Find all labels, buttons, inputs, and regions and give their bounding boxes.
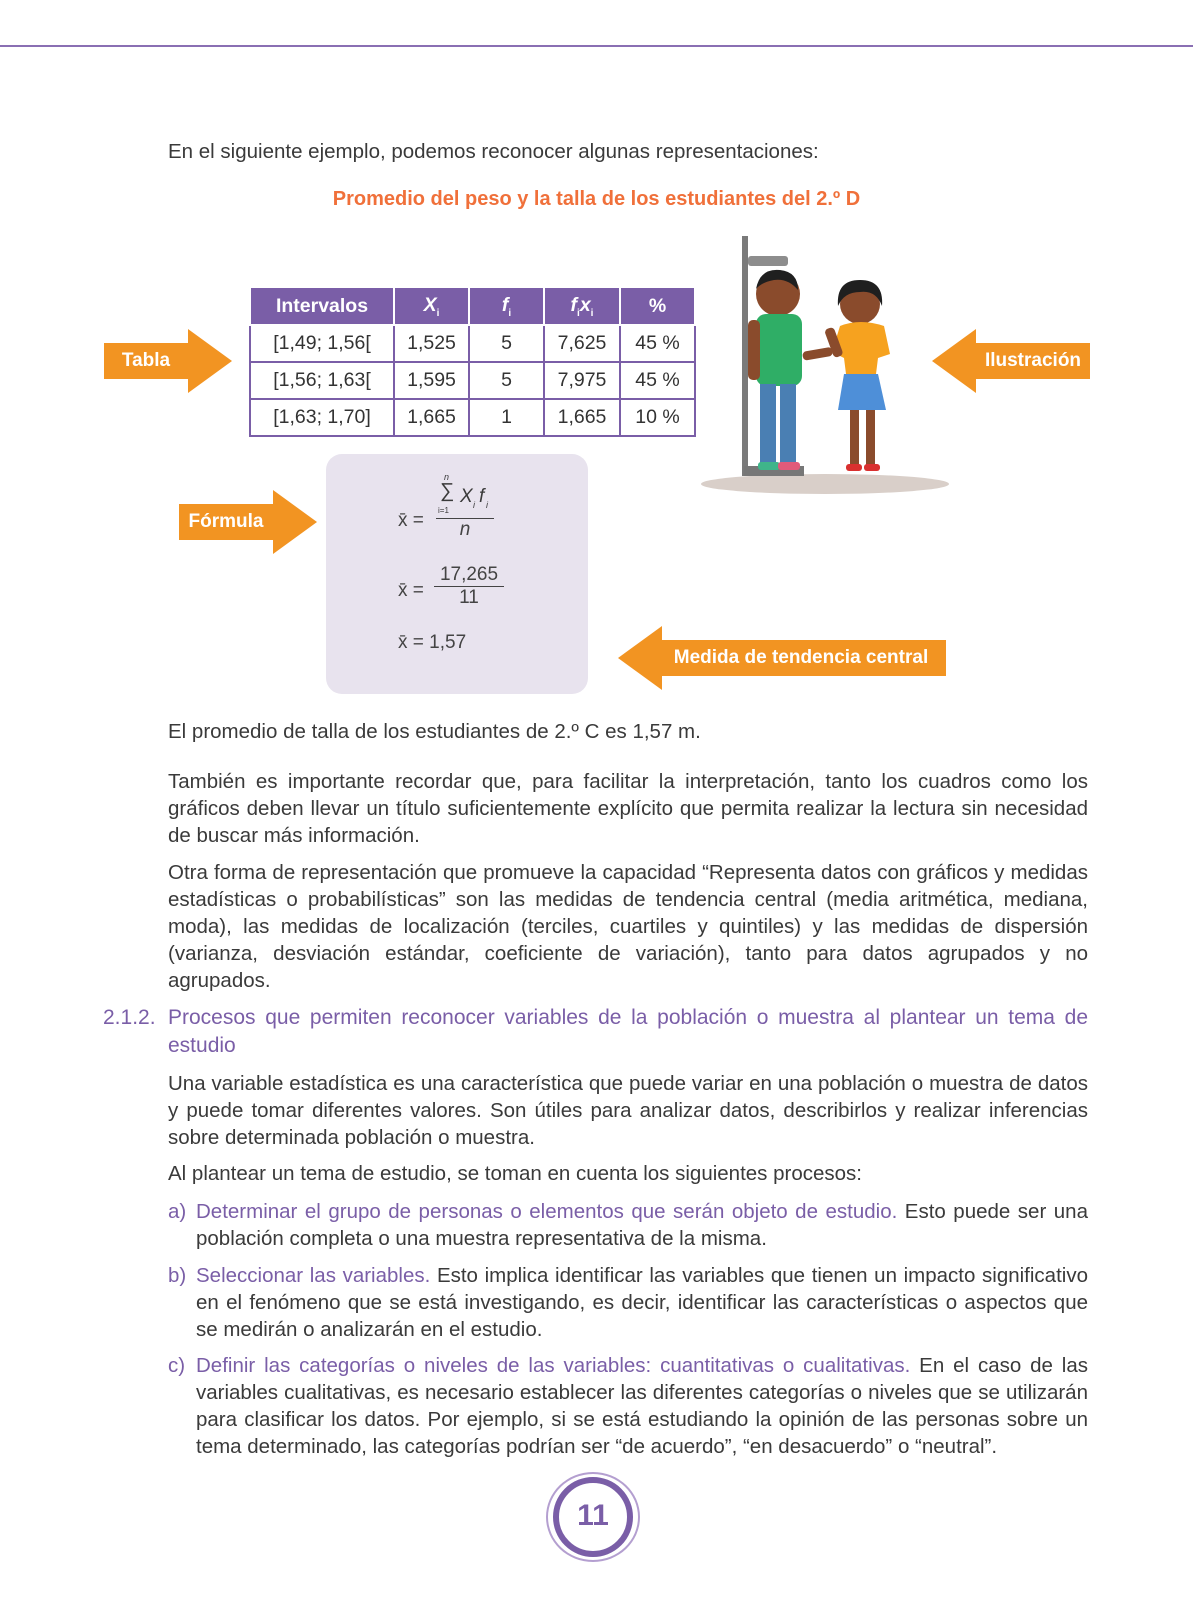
frequency-table xyxy=(249,286,696,437)
list-item-label: c) xyxy=(168,1354,186,1377)
header-percent: % xyxy=(620,287,695,325)
figure-title: Promedio del peso y la talla de los estudiantes del 2.º D xyxy=(332,188,861,210)
ilustracion-arrow xyxy=(932,329,1090,393)
header-xi: $X_i$ xyxy=(394,287,469,325)
mean-formula-fraction: n ∑ i=1 X i f i n xyxy=(436,480,494,541)
page-number: 11 xyxy=(553,1477,633,1557)
table-cell: 45 % xyxy=(620,362,695,399)
medida-label: Medida de tendencia central xyxy=(656,640,946,676)
table-cell: 1,525 xyxy=(394,325,469,362)
students-illustration xyxy=(700,234,955,499)
ilustracion-label: Ilustración xyxy=(976,343,1090,379)
numeric-fraction: $\frac{17,265}{11}$ xyxy=(434,564,504,609)
paragraph-procesos: Al plantear un tema de estudio, se toman en cuenta los siguientes procesos: xyxy=(168,1162,863,1185)
section-title: Procesos que permiten reconocer variables de la población o muestra al plantear un tema de estudio xyxy=(168,1006,1088,1057)
list-item-text: Esto implica identificar las variables que tienen un impacto significativo en el fenómeno que se está investigando, es decir, identificar las características o aspectos que se medirán o analizarán en el estudio. xyxy=(196,1264,1088,1341)
table-cell: 1,595 xyxy=(394,362,469,399)
table-header-row xyxy=(250,287,695,325)
table-cell: 7,975 xyxy=(544,362,620,399)
formula-box xyxy=(326,454,588,694)
table-row xyxy=(250,399,695,436)
list-item-highlight: Definir las categorías o niveles de las variables: cuantitativas o cualitativas. xyxy=(196,1354,911,1377)
paragraph-titulo: También es importante recordar que, para facilitar la interpretación, tanto los cuadros como los gráficos deben llevar un título suficientemente explícito que permita realizar la lectura sin necesidad de buscar más información. xyxy=(168,770,1088,847)
mean-result: x̄ = 1,57 xyxy=(398,632,467,653)
formula-arrow xyxy=(179,490,315,554)
table-cell: 5 xyxy=(469,325,544,362)
arrow-head-right-icon xyxy=(273,490,317,554)
table-cell: 45 % xyxy=(620,325,695,362)
table-cell: [1,63; 1,70] xyxy=(250,399,394,436)
list-item-text: En el caso de las variables cualitativas, es necesario establecer las diferentes categorías o niveles que se utilizarán para clasificar los datos. Por ejemplo, si se está estudiando la opinión de las personas sobre un tema determinado, las categorías podrían ser “de acuerdo”, “en desacuerdo” o “neutral”. xyxy=(196,1354,1088,1458)
medida-arrow xyxy=(618,626,946,690)
section-number: 2.1.2. xyxy=(103,1006,156,1029)
table-cell: [1,56; 1,63[ xyxy=(250,362,394,399)
list-item-highlight: Determinar el grupo de personas o elementos que serán objeto de estudio. xyxy=(196,1200,898,1223)
table-cell: [1,49; 1,56[ xyxy=(250,325,394,362)
mean-symbol-1: x̄ = xyxy=(398,510,424,531)
paragraph-promedio: El promedio de talla de los estudiantes de 2.º C es 1,57 m. xyxy=(168,720,701,743)
table-cell: 10 % xyxy=(620,399,695,436)
header-intervalos: Intervalos xyxy=(250,287,394,325)
list-item-label: a) xyxy=(168,1200,187,1223)
tabla-arrow xyxy=(104,329,230,393)
table-cell: 1,665 xyxy=(394,399,469,436)
paragraph-variable: Una variable estadística es una característica que puede variar en una población o muestra de datos y puede tomar diferentes valores. Son útiles para analizar datos, describirlos y realizar inferencias sobre determinada población o muestra. xyxy=(168,1072,1088,1149)
header-fi: $f_i$ xyxy=(469,287,544,325)
list-item-text: Esto puede ser una población completa o una muestra representativa de la misma. xyxy=(196,1200,1088,1250)
arrow-head-left-icon xyxy=(932,329,976,393)
formula-label: Fórmula xyxy=(179,504,273,540)
list-item-label: b) xyxy=(168,1264,187,1287)
table-row xyxy=(250,362,695,399)
table-cell: 7,625 xyxy=(544,325,620,362)
paragraph-representacion: Otra forma de representación que promueve la capacidad “Representa datos con gráficos y medidas estadísticas o probabilísticas” son las medidas de tendencia central (media aritmética, mediana, moda), las medidas de localización (terciles, cuartiles y quintiles) y las medidas de dispersión (varianza, desviación estándar, coeficiente de variación), tanto para datos agrupados y no agrupados. xyxy=(168,861,1088,992)
table-cell: 1,665 xyxy=(544,399,620,436)
table-cell: 5 xyxy=(469,362,544,399)
mean-symbol-2: x̄ = xyxy=(398,580,424,601)
header-fixi: $f_ix_i$ xyxy=(544,287,620,325)
tabla-label: Tabla xyxy=(104,343,188,379)
intro-paragraph: En el siguiente ejemplo, podemos reconocer algunas representaciones: xyxy=(168,140,819,163)
top-divider xyxy=(0,45,1193,47)
arrow-head-right-icon xyxy=(188,329,232,393)
table-cell: 1 xyxy=(469,399,544,436)
table-row xyxy=(250,325,695,362)
list-item-highlight: Seleccionar las variables. xyxy=(196,1264,431,1287)
